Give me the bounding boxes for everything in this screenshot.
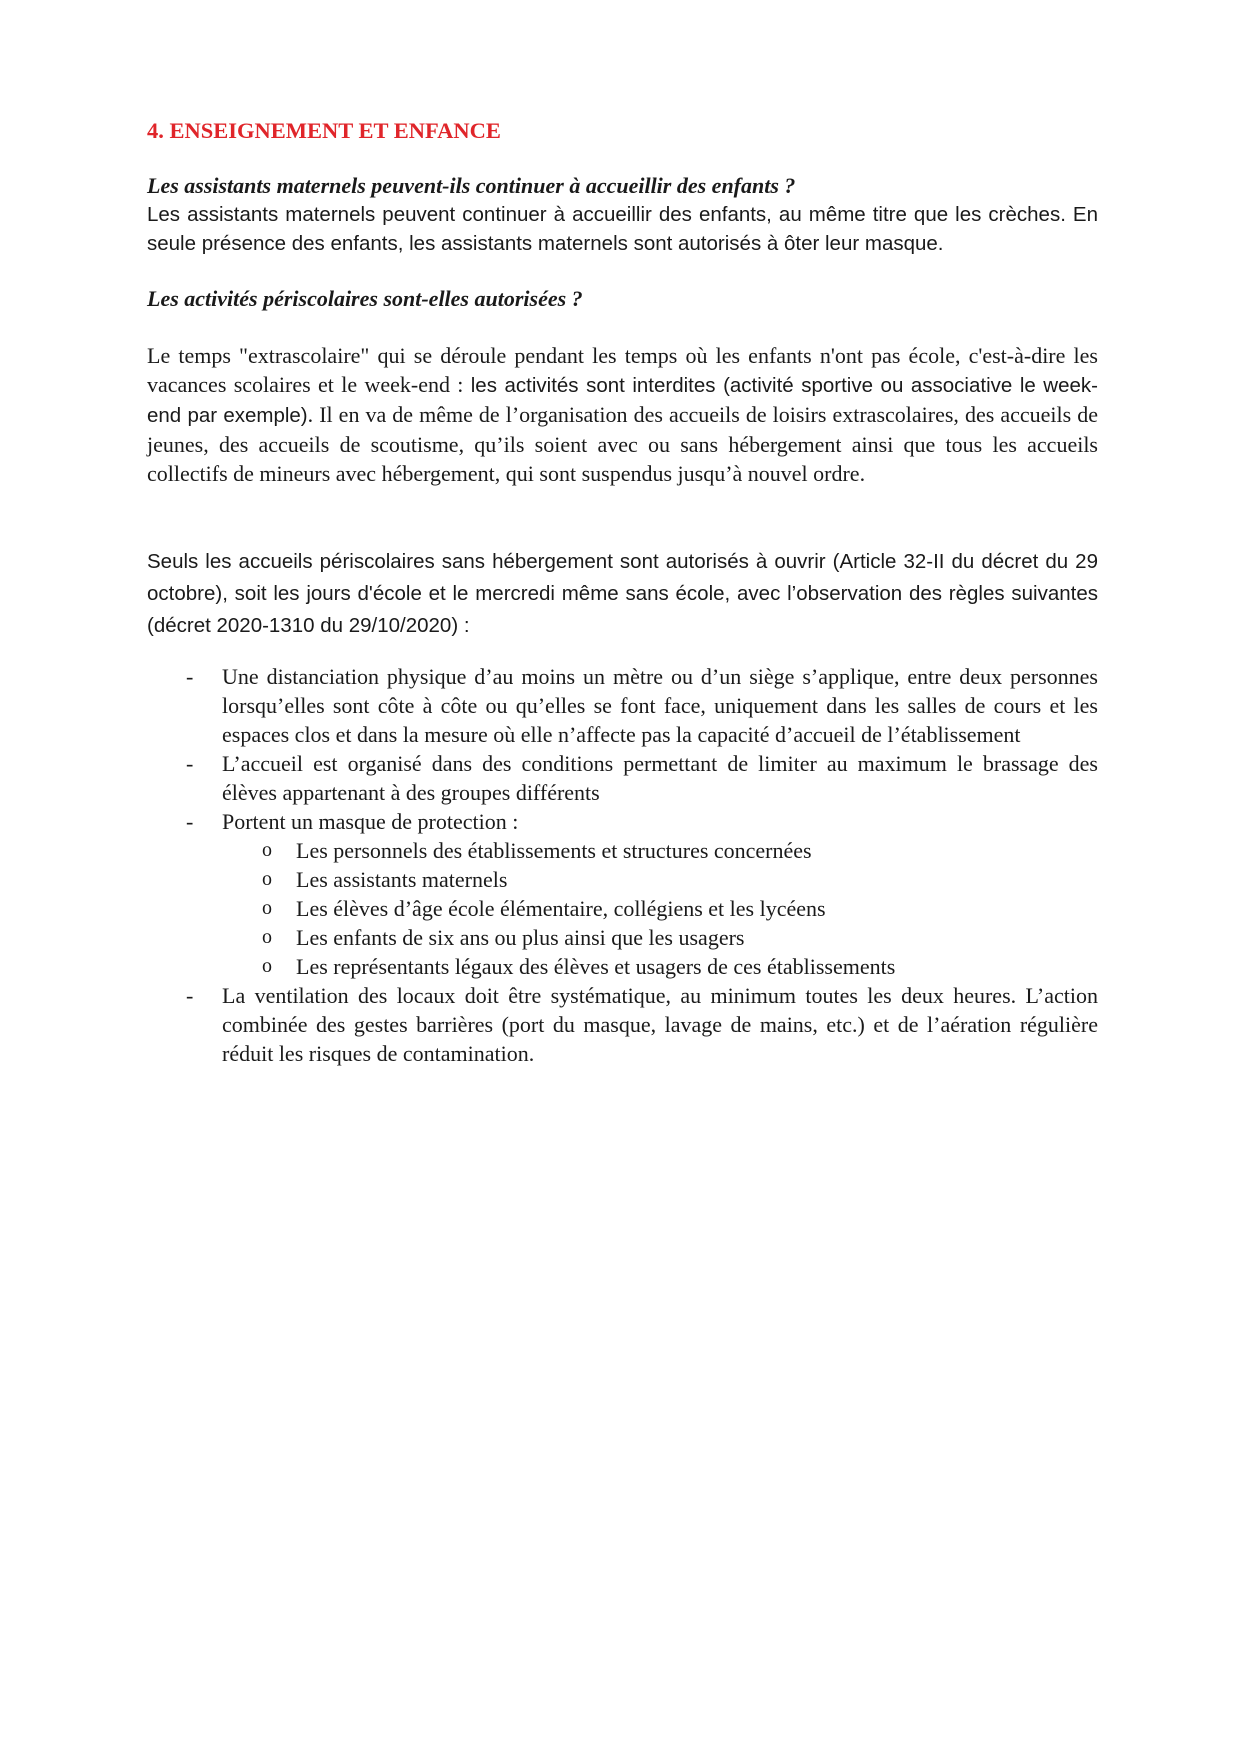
faq-periscolaire-question [147, 284, 1098, 313]
sublist-item-text: Les assistants maternels [296, 867, 508, 892]
rule-mask: Portent un masque de protection : [222, 809, 519, 834]
answer-childminders: Les assistants maternels peuvent continuer à accueillir des enfants, au même titre que les crèches. En seule présence des enfants, les assistants maternels sont autorisés à ôter leur masque. [147, 203, 1098, 255]
answer-periscolaire-part-a: Le temps "extrascolaire" qui se déroule pendant les temps où les enfants n'ont pas école, c'est-à-dire les vacances scolaires et le week-end : [147, 343, 1098, 397]
circle-bullet: o [262, 868, 272, 890]
answer-periscolaire [147, 341, 1098, 488]
list-item [147, 749, 1098, 807]
list-item [147, 981, 1098, 1068]
faq-periscolaire-answer [147, 341, 1098, 488]
faq-childminders [147, 171, 1098, 258]
sublist-item [222, 952, 1098, 981]
answer-periscolaire-part-b: les activités sont interdites (activité sportive ou associative le week-end par exemple) [147, 374, 1098, 427]
list-item [147, 662, 1098, 749]
circle-bullet: o [262, 926, 272, 948]
question-childminders: Les assistants maternels peuvent-ils continuer à accueillir des enfants ? [147, 173, 796, 198]
mask-sublist [222, 836, 1098, 981]
rule-ventilation: La ventilation des locaux doit être systématique, au minimum toutes les deux heures. L’action combinée des gestes barrières (port du masque, lavage de mains, etc.) et de l’aération régulière réduit les risques de contamination. [222, 983, 1098, 1066]
sublist-item-text: Les représentants légaux des élèves et usagers de ces établissements [296, 954, 896, 979]
answer-periscolaire-part-c: . Il en va de même de l’organisation des accueils de loisirs extrascolaires, des accueils de jeunes, des accueils de scoutisme, qu’ils soient avec ou sans hébergement ainsi que tous les accueils collectifs de mineurs avec hébergement, qui sont suspendus jusqu’à nouvel ordre. [147, 402, 1098, 486]
circle-bullet: o [262, 955, 272, 977]
rules-list [147, 662, 1098, 1068]
sublist-item-text: Les élèves d’âge école élémentaire, collégiens et les lycéens [296, 896, 826, 921]
section-heading: 4. ENSEIGNEMENT ET ENFANCE [147, 118, 501, 143]
circle-bullet: o [262, 839, 272, 861]
rule-distancing: Une distanciation physique d’au moins un mètre ou d’un siège s’applique, entre deux personnes lorsqu’elles sont côte à côte ou qu’elles se font face, uniquement dans les salles de cours et les espaces clos et dans la mesure où elle n’affecte pas la capacité d’accueil de l’établissement [222, 664, 1098, 747]
dash-bullet: - [186, 809, 194, 834]
sublist-item [222, 865, 1098, 894]
periscolaire-rules-intro [147, 546, 1098, 642]
dash-bullet: - [186, 751, 194, 776]
dash-bullet: - [186, 664, 194, 689]
sublist-item [222, 923, 1098, 952]
rules-intro-text: Seuls les accueils périscolaires sans hébergement sont autorisés à ouvrir (Article 32-II du décret du 29 octobre), soit les jours d'école et le mercredi même sans école, avec l’observation des règles suivantes (décret 2020-1310 du 29/10/2020) : [147, 550, 1098, 637]
sublist-item-text: Les enfants de six ans ou plus ainsi que les usagers [296, 925, 745, 950]
list-item [147, 807, 1098, 981]
sublist-item [222, 894, 1098, 923]
circle-bullet: o [262, 897, 272, 919]
question-periscolaire: Les activités périscolaires sont-elles autorisées ? [147, 286, 583, 311]
dash-bullet: - [186, 983, 194, 1008]
rule-brassage: L’accueil est organisé dans des conditions permettant de limiter au maximum le brassage des élèves appartenant à des groupes différents [222, 751, 1098, 805]
sublist-item-text: Les personnels des établissements et structures concernées [296, 838, 812, 863]
sublist-item [222, 836, 1098, 865]
